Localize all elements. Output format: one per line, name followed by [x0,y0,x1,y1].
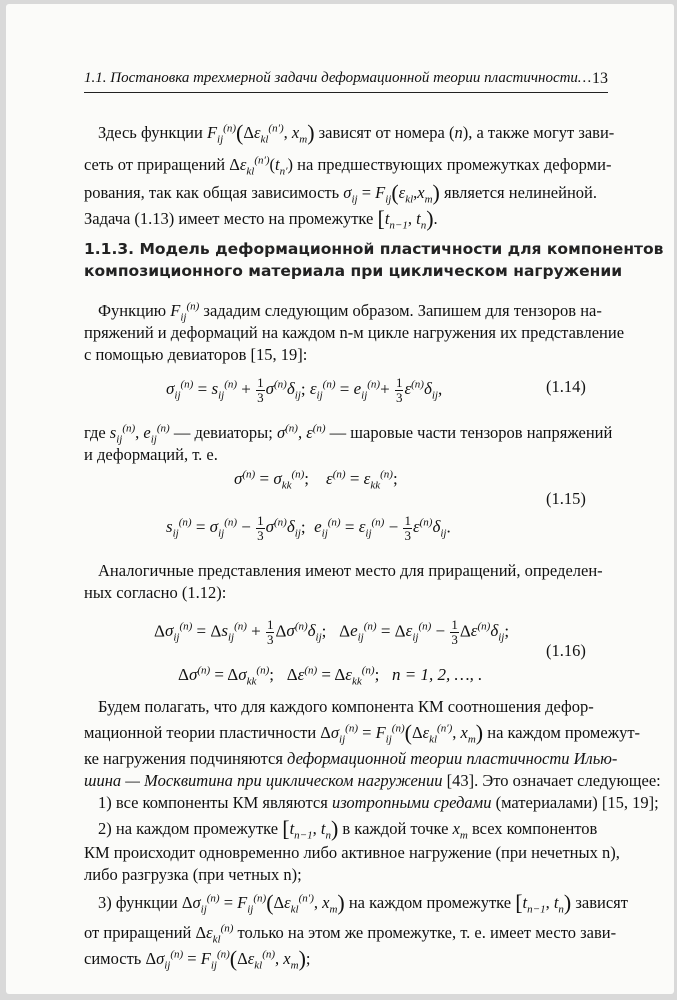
paragraph-3-line-1: где $s_{ij}^{(n)}$, $e_{ij}^{(n)}$ — девиаторы; $\sigma^{(n)}$, $\varepsilon^{(n)}$ — шаровые части тензоров напряжений [84,422,613,446]
paragraph-5-line-2: мационной теории пластичности $\Delta\sigma_{ij}^{(n)} = F_{ij}^{(n)}(\Delta\varepsilon_{kl}^{(n')}$, $x_m$) на каждом промежут- [84,720,641,746]
equation-1-15-line-2: $s_{ij}^{(n)} = \sigma_{ij}^{(n)}$ − $\frac{1}{3}$ $\sigma^{(n)}\delta_{ij}$; $e_{ij}^{(n)} = \varepsilon_{ij}^{(n)}$ − $\frac{1}{3}$ $\varepsilon^{(n)}\delta_{ij}$. [166,513,451,543]
paragraph-2-line-3: с помощью девиаторов [15, 19]: [84,345,308,364]
list-item-3-line-3: симость $\Delta\sigma_{ij}^{(n)} = F_{ij}^{(n)}(\Delta\varepsilon_{kl}^{(n)}$, $x_m$); [84,946,311,972]
paragraph-1-line-3: рования, так как общая зависимость $\sigma_{ij} = F_{ij}(\varepsilon_{kl},x_m)$ является нелинейной. [84,180,597,206]
list-item-2-line-3: либо разгрузка (при четных n); [84,865,302,884]
section-heading-line-1: 1.1.3. Модель деформационной пластичности для компонентов [84,240,664,258]
paragraph-3-line-2: и деформаций, т. е. [84,445,218,464]
equation-1-15-label: (1.15) [546,489,586,508]
equation-1-14: $\sigma_{ij}^{(n)} = s_{ij}^{(n)}$ + $\frac{1}{3}$ $\sigma^{(n)}\delta_{ij}$; $\varepsilon_{ij}^{(n)} = e_{ij}^{(n)}+$ $\frac{1}{3}$ $\varepsilon^{(n)}\delta_{ij}$, [166,375,443,405]
paragraph-2-line-1: Функцию $F_{ij}^{(n)}$ зададим следующим образом. Запишем для тензоров на- [98,300,602,324]
paragraph-4-line-2: ных согласно (1.12): [84,583,227,602]
paragraph-1-line-1: Здесь функции $F_{ij}^{(n)}(\Delta\varepsilon_{kl}^{(n')}$, $x_m$) зависят от номера (n), а также могут зави- [98,120,615,146]
equation-1-16-label: (1.16) [546,641,586,660]
book-page [6,4,674,994]
list-item-2-line-2: КМ происходит одновременно либо активное нагружение (при нечетных n), [84,843,620,862]
equation-1-14-label: (1.14) [546,377,586,396]
paragraph-5-line-3: ке нагружения подчиняются деформационной теории пластичности Илью- [84,749,618,768]
list-item-3-line-1: 3) функции $\Delta\sigma_{ij}^{(n)} = F_{ij}^{(n)}(\Delta\varepsilon_{kl}^{(n')}$, $x_m$) на каждом промежутке [$t_{n-1}$, $t_n$) зависят [98,890,628,916]
header-title: 1.1. Постановка трехмерной задачи деформационной теории пластичности… [84,70,592,86]
equation-1-16-line-2: $\Delta\sigma^{(n)} = \Delta\sigma_{kk}^{(n)}$; $\Delta\varepsilon^{(n)} = \Delta\varepsilon_{kk}^{(n)}$; n = 1, 2, …, . [178,664,483,688]
paragraph-2-line-2: пряжений и деформаций на каждом n-м цикле нагружения их представление [84,323,625,342]
section-heading-line-2: композиционного материала при циклическом нагружении [84,262,623,280]
paragraph-1-line-4: Задача (1.13) имеет место на промежутке [$t_{n-1}$, $t_n$). [84,206,438,232]
paragraph-5-line-1: Будем полагать, что для каждого компонента КМ соотношения дефор- [98,697,594,716]
equation-1-16-line-1: $\Delta\sigma_{ij}^{(n)} = \Delta s_{ij}^{(n)}$ + $\frac{1}{3}$ $\Delta\sigma^{(n)}\delta_{ij}$; $\Delta e_{ij}^{(n)} = \Delta\varepsilon_{ij}^{(n)}$ − $\frac{1}{3}$ $\Delta\varepsilon^{(n)}\delta_{ij}$; [154,617,510,647]
list-item-1: 1) все компоненты КМ являются изотропными средами (материалами) [15, 19]; [98,793,659,812]
paragraph-1-line-2: сеть от приращений $\Delta\varepsilon_{kl}^{(n')}(t_{n'})$ на предшествующих промежутках деформи- [84,154,612,178]
paragraph-5-line-4: шина — Москвитина при циклическом нагружении [43]. Это означает следующее: [84,771,661,790]
list-item-3-line-2: от приращений $\Delta\varepsilon_{kl}^{(n)}$ только на этом же промежутке, т. е. имеет место зави- [84,922,617,946]
equation-1-15-line-1: $\sigma^{(n)} = \sigma_{kk}^{(n)}$; $\varepsilon^{(n)} = \varepsilon_{kk}^{(n)}$; [234,468,398,492]
running-header [84,70,608,93]
n-values: n = 1, 2, …, . [392,665,483,684]
list-item-2-line-1: 2) на каждом промежутке [$t_{n-1}$, $t_n$) в каждой точке $x_m$ всех компонентов [98,816,598,842]
page-number: 13 [592,70,608,87]
paragraph-4-line-1: Аналогичные представления имеют место для приращений, определен- [98,561,603,580]
